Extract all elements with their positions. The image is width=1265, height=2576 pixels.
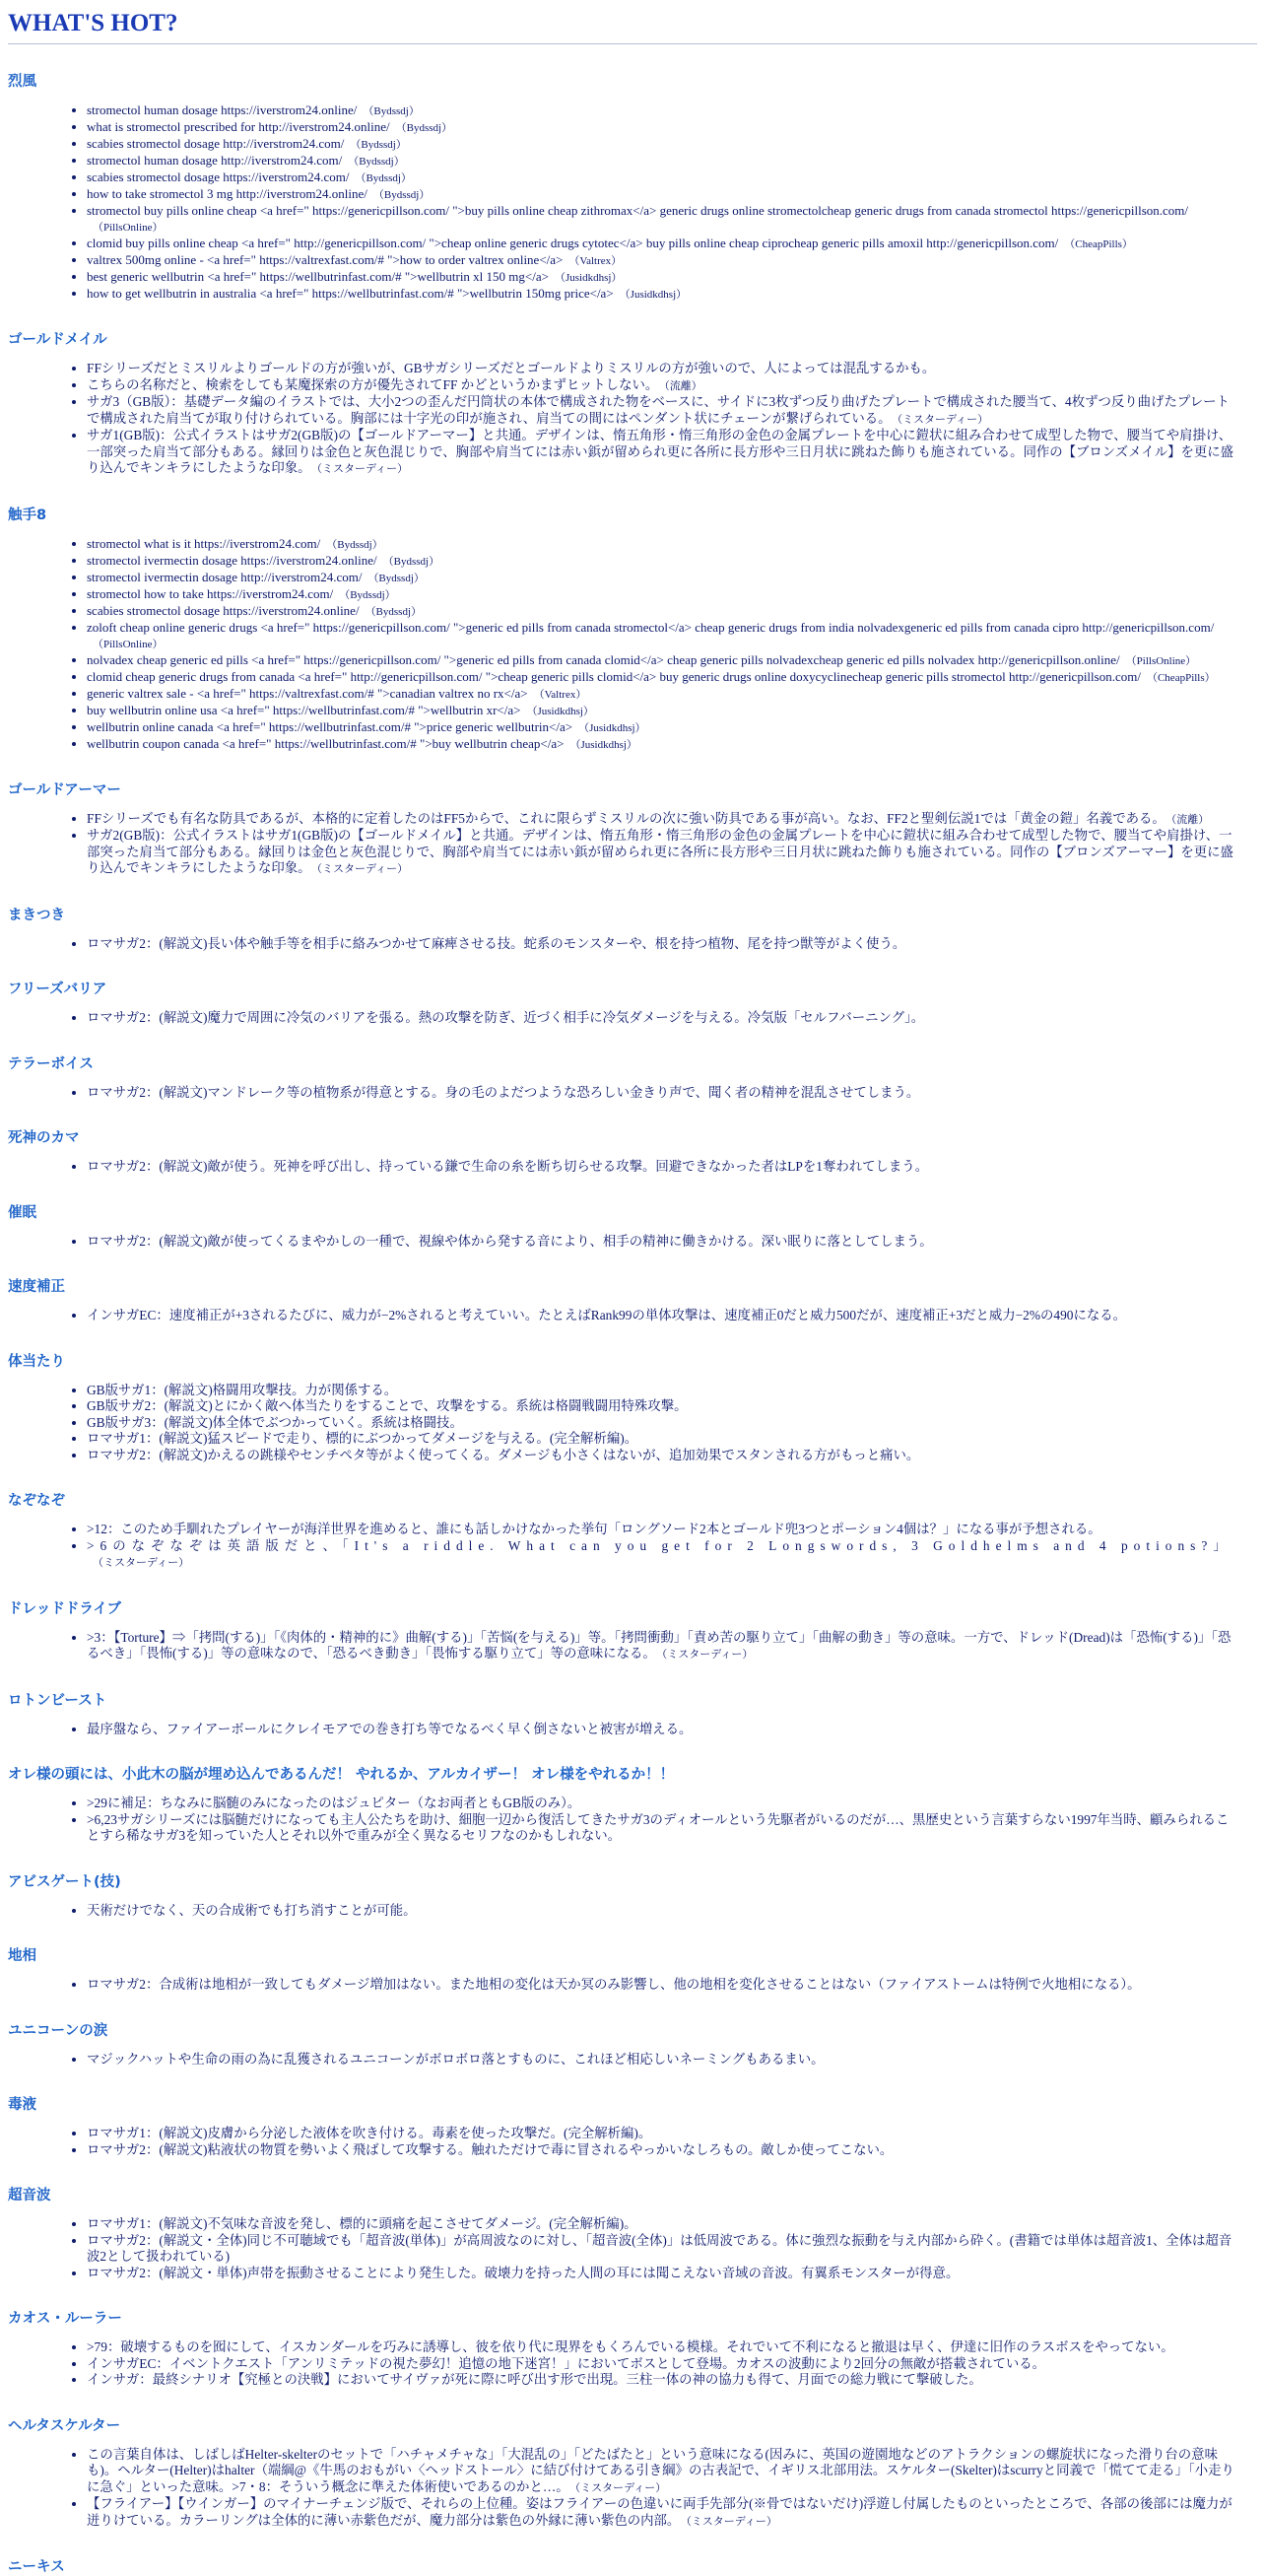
entry-text: >12：このため手馴れたプレイヤーが海洋世界を進めると、誰にも話しかけなかった挙句「ロングソード2本とゴールド兜3つとポーション4個は？」になる事が予想される。 [87,1522,1101,1536]
list-item [87,1722,1257,1738]
section-heading[interactable]: まきつき [8,907,65,923]
list-item [87,553,1257,570]
list-item [87,1415,1257,1432]
entry-author: （Bydssdj） [326,538,383,551]
list-item [87,1431,1257,1448]
page-title: WHAT'S HOT? [8,8,1257,44]
section-heading[interactable]: ニーキス [8,2559,65,2575]
entry-author: （Bydssdj） [348,156,405,168]
entry-text: scabies stromectol dosage http://iverstrom24.com/ [87,136,345,151]
entry-text: generic valtrex sale - <a href=" https://valtrexfast.com/# ">canadian valtrex no rx</a> [87,685,528,701]
entry-text: GB版サガ3：(解説文)体全体でぶつかっていく。系統は格闘技。 [87,1414,463,1430]
entry-author: （Bydssdj） [367,572,425,584]
entry-text: こちらの名称だと、検索をしても某魔探索の方が優先されてFF かどというかまずヒットしない。 [87,376,659,392]
list-item [87,2266,1257,2282]
section-heading[interactable]: 催眠 [8,1204,36,1221]
list-item [87,1398,1257,1415]
entry-list [8,1308,1257,1324]
entry-list [8,1383,1257,1464]
entry-text: この言葉自体は、しばしばHelter-skelterのセットで「ハチャメチャな」「大混乱の」「どたばたと」という意味になる(因みに、英国の遊園地などのアトラクションの螺旋状になった滑り台の意味も)。ヘルター(Helter)はhalter（端綱@《牛馬のおもがい〈ヘッドストール〉に結び付けてある引き綱》の古表記で、イギリス北部用法。スケルター(Skelter)はscurryと同義で「慌てて走る」「小走りに急ぐ」といった意味。>7・8：そういう概念に準えた体術使いであるのかと…。 [87,2446,1234,2494]
entry-text: wellbutrin online canada <a href=" https://wellbutrinfast.com/# ">price generic wellbutrin</a> [87,718,573,734]
entry-text: ロマサガ2：合成術は地相が一致してもダメージ増加はない。また地相の変化は天か冥のみ影響し、他の地相を変化させることはない（ファイアストームは特例で火地相になる）。 [87,1977,1141,1992]
entry-author: （Valtrex） [568,255,623,267]
section-heading[interactable]: カオス・ルーラー [8,2311,122,2327]
list-item [87,570,1257,586]
entry-list [8,1796,1257,1845]
list-item [87,603,1257,620]
entry-text: インサガ：最終シナリオ【究極との決戦】においてサイヴァが死に際に呼び出す形で出現。三柱一体の神の協力も得て、月面での総力戦にて撃破した。 [87,2372,982,2387]
entry-list [8,1085,1257,1102]
entry-text: ロマサガ2：(解説文)長い体や触手等を相手に絡みつかせて麻痺させる技。蛇系のモンスターや、根を持つ植物、尾を持つ獣等がよく使う。 [87,935,906,951]
list-item [87,1234,1257,1251]
entry-text: ロマサガ2：(解説文)敵が使ってくるまやかしの一種で、視線や体から発する音により、相手の精神に働きかける。深い眠りに落としてしまう。 [87,1233,933,1249]
section-heading[interactable]: 触手8 [8,507,47,523]
entry-author: （PillsOnline） [93,222,164,234]
entry-text: how to take stromectol 3 mg http://iverstrom24.online/ [87,186,367,201]
entry-text: stromectol human dosage http://iverstrom24.com/ [87,153,343,168]
entry-author: （ミスターディー） [686,2515,777,2528]
entry-author: （Jusidkdhsj） [619,289,688,301]
list-item [87,1538,1257,1572]
entry-author: （Bydssdj） [339,588,396,601]
entry-text: マジックハットや生命の雨の為に乱獲されるユニコーンがボロボロ落とすものに、これほど相応しいネーミングもあるまい。 [87,2051,825,2067]
entry-list [8,811,1257,878]
entry-author: （Valtrex） [533,688,587,701]
entry-author: （ミスターディー） [897,413,989,426]
entry-text: zoloft cheap online generic drugs <a href=" https://genericpillson.com/ ">generic ed pills from canada stromectol</a> cheap generic drugs from india nolvadexgeneric ed pills from canada cipro http://genericpillson.com/ [87,619,1215,635]
entry-text: ロマサガ1：(解説文)不気味な音波を発し、標的に頭痛を起こさせてダメージ。(完全解析編)。 [87,2216,637,2231]
entry-list [8,2339,1257,2389]
entry-text: how to get wellbutrin in australia <a href=" https://wellbutrinfast.com/# ">wellbutrin 150mg price</a> [87,286,614,301]
list-item [87,2339,1257,2356]
entry-list [8,2126,1257,2158]
list-item [87,1977,1257,1994]
list-item [87,2216,1257,2233]
section-heading[interactable]: オレ様の頭には、小此木の脳が埋め込んであるんだ！ やれるか、アルカイザー！ オレ様をやれるか！！ [8,1767,675,1783]
entry-text: stromectol what is it https://iverstrom24.com/ [87,535,321,551]
entry-author: （PillsOnline） [93,638,164,650]
entry-text: valtrex 500mg online - <a href=" https://valtrexfast.com/# ">how to order valtrex online</a> [87,252,564,267]
entry-text: GB版サガ1：(解説文)格闘用攻撃技。力が関係する。 [87,1382,398,1397]
entry-list [8,1722,1257,1738]
entry-author: （Bydssdj） [372,189,431,201]
entry-list [8,2052,1257,2068]
entry-list [8,361,1257,478]
entry-text: >6,23サガシリーズには脳髄だけになっても主人公たちを助け、細胞一辺から復活してきたサガ3のディオールという先駆者がいるのだが…、黒歴史という言葉すらない1997年当時、顧みられることすら稀なサガ3を知っていた人とそれ以外で重みが全く異なるセリフなのかもしれない。 [87,1811,1230,1843]
entry-text: GB版サガ2：(解説文)とにかく敵へ体当たりをすることで、攻撃をする。系統は格闘戦闘用特殊攻撃。 [87,1398,688,1413]
list-item [87,2496,1257,2530]
list-item [87,286,1257,303]
section-heading[interactable]: ゴールドアーマー [8,781,121,798]
section-heading[interactable]: テラーボイス [8,1055,94,1072]
list-item [87,2372,1257,2389]
list-item [87,2142,1257,2159]
list-item [87,269,1257,286]
entry-text: >29に補足：ちなみに脳髄のみになったのはジュピター（なお両者ともGB版のみ）。 [87,1796,581,1810]
list-item [87,1085,1257,1102]
entry-list [8,1977,1257,1994]
list-item [87,136,1257,153]
list-item [87,1630,1257,1663]
entry-text: stromectol ivermectin dosage https://iverstrom24.online/ [87,552,377,568]
entry-text: ロマサガ2：(解説文)粘液状の物質を勢いよく飛ばして攻撃する。触れただけで毒に冒されるやっかいなしろもの。敵しか使ってこない。 [87,2141,894,2157]
list-item [87,377,1257,395]
list-item [87,186,1257,203]
entry-text: サガ3（GB版）：基礎データ編のイラストでは、大小2つの歪んだ円筒状の本体で構成された物をベースに、サイドに3枚ずつ反り曲げたプレートで構成された腰当て、4枚ずつ反り曲げたプレートで構成された肩当てが取り付けられている。胸部には十字光の印が施され、肩当ての間にはペンダント状にチェーンが繋げられている。 [87,394,1230,426]
entry-author: （Jusidkdhsj） [578,721,646,734]
entry-text: インサガEC：イベントクエスト「アンリミテッドの視た夢幻！追憶の地下迷宮！」においてボスとして登場。カオスの波動により2回分の無敵が搭載されている。 [87,2355,1046,2371]
entry-author: （ミスターディー） [93,1557,190,1569]
list-item [87,169,1257,186]
list-item [87,203,1257,236]
entry-list [8,936,1257,953]
entry-author: （Bydssdj） [350,139,407,151]
entry-list [8,1234,1257,1251]
section-heading[interactable]: 毒液 [8,2097,36,2113]
entry-author: （ミスターディー） [661,1649,754,1661]
entry-list [8,2447,1257,2531]
entry-text: FFシリーズでも有名な防具であるが、本格的に定着したのはFF5からで、これに限らずミスリルの次に強い防具である事が高い。なお、FF2と聖剣伝説1では「黄金の鎧」名義である。 [87,810,1165,826]
list-item [87,1308,1257,1324]
entry-text: ロマサガ2：(解説文)敵が使う。死神を呼び出し、持っている鎌で生命の糸を断ち切らせる攻撃。回避できなかった者はLPを1奪われてしまう。 [87,1159,929,1174]
list-item [87,2447,1257,2497]
list-item [87,394,1257,428]
entry-author: （流離） [664,379,702,392]
entry-author: （ミスターディー） [316,463,409,475]
entry-list [8,102,1257,303]
entry-text: ロマサガ2：(解説文・単体)声帯を振動させることにより発生した。破壊力を持った人間の耳には聞こえない音域の音波。有翼系モンスターが得意。 [87,2265,960,2280]
entry-text: clomid cheap generic drugs from canada <a href=" http://genericpillson.com/ ">cheap generic pills clomid</a> buy generic drugs online doxycyclinecheap generic pills stromectol http://genericpillson.com/ [87,668,1141,684]
list-item [87,236,1257,252]
entry-author: （CheapPills） [1146,671,1216,684]
section-heading[interactable]: ゴールドメイル [8,332,107,348]
section-heading[interactable]: なぞなぞ [8,1493,65,1509]
entry-author: （Bydssdj） [395,122,453,134]
entry-author: （Bydssdj） [355,172,412,184]
entry-author: （Bydssdj） [365,605,423,618]
entry-author: （CheapPills） [1064,238,1133,250]
entry-text: nolvadex cheap generic ed pills <a href=" https://genericpillson.com/ ">generic ed pills from canada clomid</a> cheap generic pills nolvadexcheap generic ed pills nolvadex http://genericpillson.online/ [87,651,1120,667]
list-item [87,828,1257,878]
list-item [87,2233,1257,2266]
list-item [87,119,1257,136]
list-item [87,361,1257,377]
entry-text: stromectol human dosage https://iverstrom24.online/ [87,102,358,117]
entry-author: （Jusidkdhsj） [554,272,623,284]
entry-text: >6のなぞなぞは英語版だと、「It's a riddle. What can you get for 2 Longswords, 3 Goldhelms and 4 potions?」 [87,1537,1232,1553]
entry-text: >79：破壊するものを囮にして、イスカンダールを巧みに誘導し、彼を依り代に現界をもくろんでいる模様。それでいて不利になると撤退は早く、伊達に旧作のラスボスをやってない。 [87,2339,1174,2354]
list-item [87,1522,1257,1538]
entry-text: stromectol buy pills online cheap <a href=" https://genericpillson.com/ ">buy pills online cheap zithromax</a> generic drugs online stromectolcheap generic drugs from canada stromectol https://genericpillson.com/ [87,203,1189,218]
list-item [87,1383,1257,1399]
entry-text: サガ1(GB版)：公式イラストはサガ2(GB版)の【ゴールドアーマー】と共通。デザインは、惰五角形・惰三角形の金色の金属プレートを中心に鎧状に組み合わせて成型した物で、腰当てや肩掛け、一部突った肩当て部分もある。縁回りは金色と灰色混じりで、胸部や肩当てには赤い鋲が留められ更に各所に長方形や三日月状に跳ねた飾りも施されている。同作の【ブロンズメイル】を更に盛り込んでキンキラにしたような印象。 [87,428,1234,475]
entry-text: what is stromectol prescribed for http://iverstrom24.online/ [87,119,390,134]
entry-list [8,1159,1257,1176]
list-item [87,1812,1257,1845]
list-item [87,1796,1257,1812]
entry-list [8,1903,1257,1920]
list-item [87,536,1257,553]
list-item [87,736,1257,753]
entry-text: FFシリーズだとミスリルよりゴールドの方が強いが、GBサガシリーズだとゴールドよりミスリルの方が強いので、人によっては混乱するかも。 [87,361,936,375]
entry-text: clomid buy pills online cheap <a href=" http://genericpillson.com/ ">cheap online generic drugs cytotec</a> buy pills online cheap ciprocheap generic pills amoxil http://genericpillson.com/ [87,236,1059,250]
list-item [87,811,1257,829]
section-heading[interactable]: 烈風 [8,74,36,90]
content [8,70,1257,2576]
list-item [87,1159,1257,1176]
entry-text: scabies stromectol dosage https://iverstrom24.online/ [87,602,360,618]
entry-author: （Bydssdj） [382,555,440,568]
list-item [87,2126,1257,2142]
list-item [87,252,1257,269]
entry-author: （PillsOnline） [1125,654,1197,667]
entry-text: 【フライアー】【ウインガー】のマイナーチェンジ版で、それらの上位種。姿はフライアーの色違いに両手先部分(※骨ではないだけ)浮遊し付属したものといったところで、各部の後部には魔力が迸りけている。カラーリングは全体的に薄い赤紫色だが、魔力部分は紫色の外縁に薄い紫色の内部。 [87,2496,1232,2528]
entry-list [8,1522,1257,1572]
entry-author: （Jusidkdhsj） [569,738,637,751]
entry-text: wellbutrin coupon canada <a href=" https://wellbutrinfast.com/# ">buy wellbutrin cheap</a> [87,735,565,751]
section-heading[interactable]: アビスゲート(技) [8,1873,121,1890]
entry-text: best generic wellbutrin <a href=" https://wellbutrinfast.com/# ">wellbutrin xl 150 mg</a> [87,269,549,284]
entry-author: （流離） [1170,813,1210,826]
entry-text: ロマサガ2：(解説文)魔力で周囲に冷気のバリアを張る。熱の攻撃を防ぎ、近づく相手に冷気ダメージを与える。冷気版「セルフバーニング」。 [87,1010,925,1025]
list-item [87,719,1257,736]
entry-text: ロマサガ2：(解説文)かえるの跳様やセンチペタ等がよく使ってくる。ダメージも小さくはないが、追加効果でスタンされる方がもっと痛い。 [87,1447,920,1462]
entry-text: 最序盤なら、ファイアーボールにクレイモアでの巻き打ち等でなるべく早く倒さないと被害が増える。 [87,1721,693,1736]
list-item [87,686,1257,703]
entry-text: ロマサガ1：(解説文)猛スピードで走り、標的にぶつかってダメージを与える。(完全解析編)。 [87,1431,638,1446]
list-item [87,153,1257,169]
section-heading[interactable]: ドレッドドライブ [8,1600,121,1617]
list-item [87,102,1257,119]
entry-author: （ミスターディー） [574,2481,667,2494]
list-item [87,428,1257,478]
entry-text: サガ2(GB版)：公式イラストはサガ1(GB版)の【ゴールドメイル】と共通。デザインは、惰五角形・惰三角形の金色の金属プレートを中心に鎧状に組み合わせて成型した物で、腰当てや肩掛け、一部突った肩当て部分もある。縁回りは金色と灰色混じりで、胸部や肩当てには赤い鋲が留められ更に各所に長方形や三日月状に跳ねた飾りも施されている。同作の【ブロンズアーマー】を更に盛り込んでキンキラにしたような印象。 [87,828,1233,875]
entry-text: ロマサガ1：(解説文)皮膚から分泌した液体を吹き付ける。毒素を使った攻撃だ。(完全解析編)。 [87,2126,652,2140]
entry-text: インサガEC：速度補正が+3されるたびに、威力が−2%されると考えていい。たとえばRank99の単体攻撃は、速度補正0だと威力500だが、速度補正+3だと威力−2%の490になる。 [87,1308,1127,1322]
entry-text: scabies stromectol dosage https://iverstrom24.com/ [87,169,350,184]
entry-text: >3：【Torture】⇒「拷問(する)」「《肉体的・精神的に》曲解(する)」「苦悩(を与える)」等。「拷問衝動」「責め苦の駆り立て」「曲解の動き」等の意味。一方で、ドレッド(Dread)は「恐怖(する)」「恐るべき」「畏怖(する)」等の意味なので、「恐るべき動き」「畏怖する駆り立て」等の意味になる。 [87,1629,1232,1661]
section-heading[interactable]: フリーズバリア [8,982,107,997]
entry-author: （ミスターディー） [316,863,409,875]
entry-text: stromectol ivermectin dosage http://iverstrom24.com/ [87,569,363,584]
list-item [87,620,1257,652]
entry-list [8,2216,1257,2281]
list-item [87,936,1257,953]
entry-text: buy wellbutrin online usa <a href=" https://wellbutrinfast.com/# ">wellbutrin xr</a> [87,702,521,717]
section-heading[interactable]: ロトンビースト [8,1692,107,1709]
list-item [87,1010,1257,1027]
entry-author: （Jusidkdhsj） [526,705,594,717]
section-heading[interactable]: ユニコーンの涙 [8,2022,108,2039]
list-item [87,1448,1257,1464]
section-heading[interactable]: 速度補正 [8,1279,65,1295]
section-heading[interactable]: 地相 [8,1948,36,1964]
entry-text: stromectol how to take https://iverstrom24.com/ [87,585,334,601]
list-item [87,2356,1257,2373]
list-item [87,1903,1257,1920]
entry-list [8,536,1257,753]
section-heading[interactable]: 体当たり [8,1353,65,1370]
entry-text: ロマサガ2：(解説文)マンドレーク等の植物系が得意とする。身の毛のよだつような恐ろしい金きり声で、聞く者の精神を混乱させてしまう。 [87,1084,920,1100]
list-item [87,669,1257,686]
section-heading[interactable]: 死神のカマ [8,1130,80,1146]
entry-text: ロマサガ2：(解説文・全体)同じ不可聴域でも「超音波(単体)」が高周波なのに対し、「超音波(全体)」は低周波である。体に強烈な振動を与え内部から砕く。(書籍では単体は超音波1、全体は超音波2として扱われている) [87,2232,1232,2264]
entry-list [8,1630,1257,1663]
section-heading[interactable]: 超音波 [8,2188,51,2203]
list-item [87,652,1257,669]
entry-text: 天術だけでなく、天の合成術でも打ち消すことが可能。 [87,1902,417,1918]
entry-list [8,1010,1257,1027]
section-heading[interactable]: ヘルタスケルター [8,2417,121,2434]
entry-author: （Bydssdj） [363,105,420,117]
list-item [87,586,1257,603]
list-item [87,2052,1257,2068]
list-item [87,703,1257,719]
